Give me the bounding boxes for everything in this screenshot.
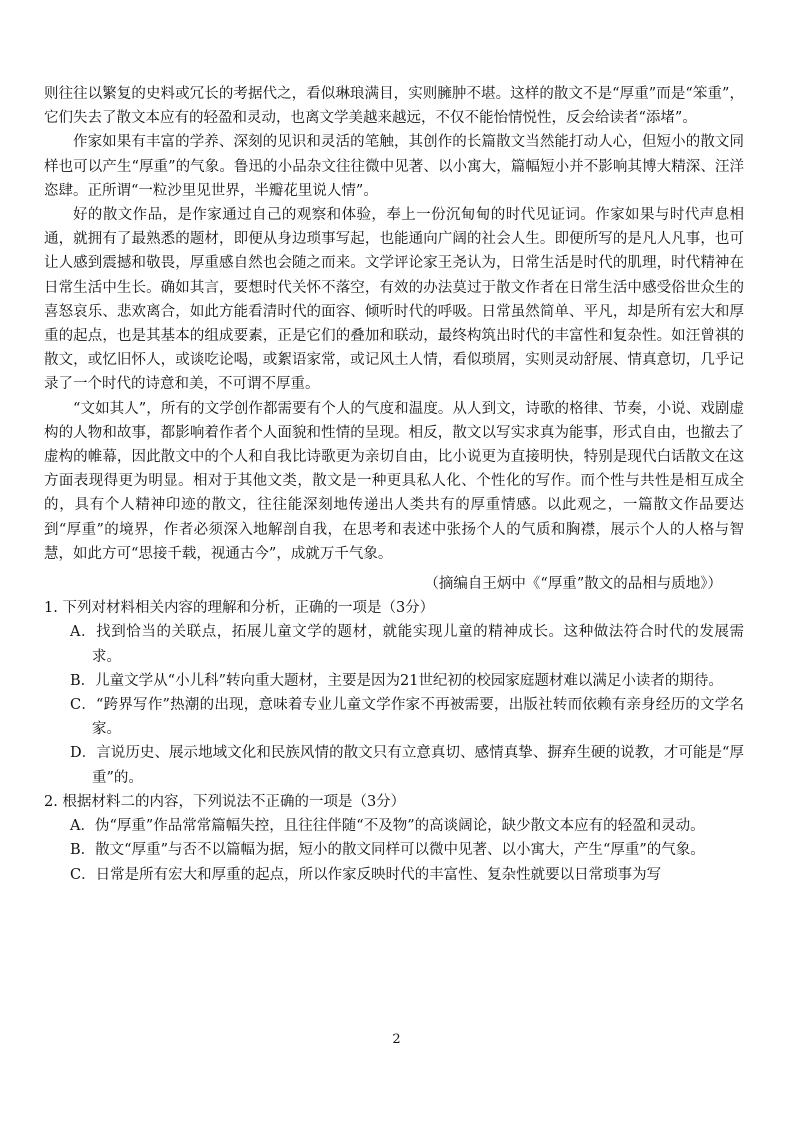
question-1 bbox=[44, 596, 744, 790]
option-c: C．“跨界写作”热潮的出现，意味着专业儿童文学作家不再被需要，出版社转而依赖有亲身经历的文学名家。 bbox=[70, 697, 744, 738]
option-a: A．伪“厚重”作品常常篇幅失控，且往往伴随“不及物”的高谈阔论，缺少散文本应有的轻盈和灵动。 bbox=[70, 818, 705, 835]
option-b: B．儿童文学从“小儿科”转向重大题材，主要是因为21世纪初的校园家庭题材难以满足小读者的期待。 bbox=[70, 672, 723, 689]
option-b: B．散文“厚重”与否不以篇幅为据，短小的散文同样可以微中见著、以小寓大，产生“厚重”的气象。 bbox=[70, 842, 705, 859]
passage-source: （摘编自王炳中《“厚重”散文的品相与质地》） bbox=[424, 576, 722, 593]
question-stem: 1. 下列对材料相关内容的理解和分析，正确的一项是（3分） bbox=[44, 600, 435, 617]
passage-paragraph: 好的散文作品，是作家通过自己的观察和体验，奉上一份沉甸甸的时代见证词。作家如果与时代声息相通，就拥有了最熟悉的题材，即便从身边琐事写起，也能通向广阔的社会人生。即便所写的是凡人凡事，也可让人感到震撼和敬畏，厚重感自然也会随之而来。文学评论家王尧认为，日常生活是时代的肌理，时代精神在日常生活中生长。确如其言，要想时代关怀不落空，有效的办法莫过于散文作者在日常生活中感受俗世众生的喜怒哀乐、悲欢离合，如此方能看清时代的面容、倾听时代的呼吸。日常虽然简单、平凡，却是所有宏大和厚重的起点，也是其基本的组成要素，正是它们的叠加和联动，最终构筑出时代的丰富性和复杂性。如汪曾祺的散文，或忆旧怀人，或谈吃论喝，或絮语家常，或记风土人情，看似琐屑，实则灵动舒展、情真意切，几乎记录了一个时代的诗意和美，不可谓不厚重。 bbox=[44, 207, 744, 393]
document-page bbox=[44, 82, 744, 887]
passage-paragraph: 作家如果有丰富的学养、深刻的见识和灵活的笔触，其创作的长篇散文当然能打动人心，但短小的散文同样也可以产生“厚重”的气象。鲁迅的小品杂文往往微中见著、以小寓大，篇幅短小并不影响其博大精深、汪洋恣肆。正所谓“一粒沙里见世界，半瓣花里说人情”。 bbox=[44, 134, 744, 199]
option-c: C．日常是所有宏大和厚重的起点，所以作家反映时代的丰富性、复杂性就要以日常琐事为写 bbox=[70, 866, 662, 883]
page-number: 2 bbox=[392, 1032, 401, 1047]
passage-paragraph-continued: 则往往以繁复的史料或冗长的考据代之，看似琳琅满目，实则臃肿不堪。这样的散文不是“厚重”而是“笨重”，它们失去了散文本应有的轻盈和灵动，也离文学美越来越远，不仅不能怡情悦性，反会给读者“添堵”。 bbox=[44, 86, 744, 127]
question-stem: 2. 根据材料二的内容，下列说法不正确的一项是（3分） bbox=[44, 793, 406, 810]
question-2 bbox=[44, 790, 744, 887]
passage-paragraph: “文如其人”，所有的文学创作都需要有个人的气度和温度。从人到文，诗歌的格律、节奏，小说、戏剧虚构的人物和故事，都影响着作者个人面貌和性情的呈现。相反，散文以写实求真为能事，形式自由，也撤去了虚构的帷幕，因此散文中的个人和自我比诗歌更为亲切自由，比小说更为直接明快，特别是现代白话散文在这方面表现得更为明显。相对于其他文类，散文是一种更具私人化、个性化的写作。而个性与共性是相互成全的，具有个人精神印迹的散文，往往能深刻地传递出人类共有的厚重情感。以此观之，一篇散文作品要达到“厚重”的境界，作者必须深入地解剖自我，在思考和表述中张扬个人的气质和胸襟，展示个人的人格与智慧，如此方可“思接千载，视通古今”，成就万千气象。 bbox=[44, 400, 744, 562]
option-d: D．言说历史、展示地域文化和民族风情的散文只有立意真切、感情真挚、摒弃生硬的说教，才可能是“厚重”的。 bbox=[70, 745, 744, 786]
option-a: A．找到恰当的关联点，拓展儿童文学的题材，就能实现儿童的精神成长。这种做法符合时代的发展需求。 bbox=[70, 624, 744, 665]
